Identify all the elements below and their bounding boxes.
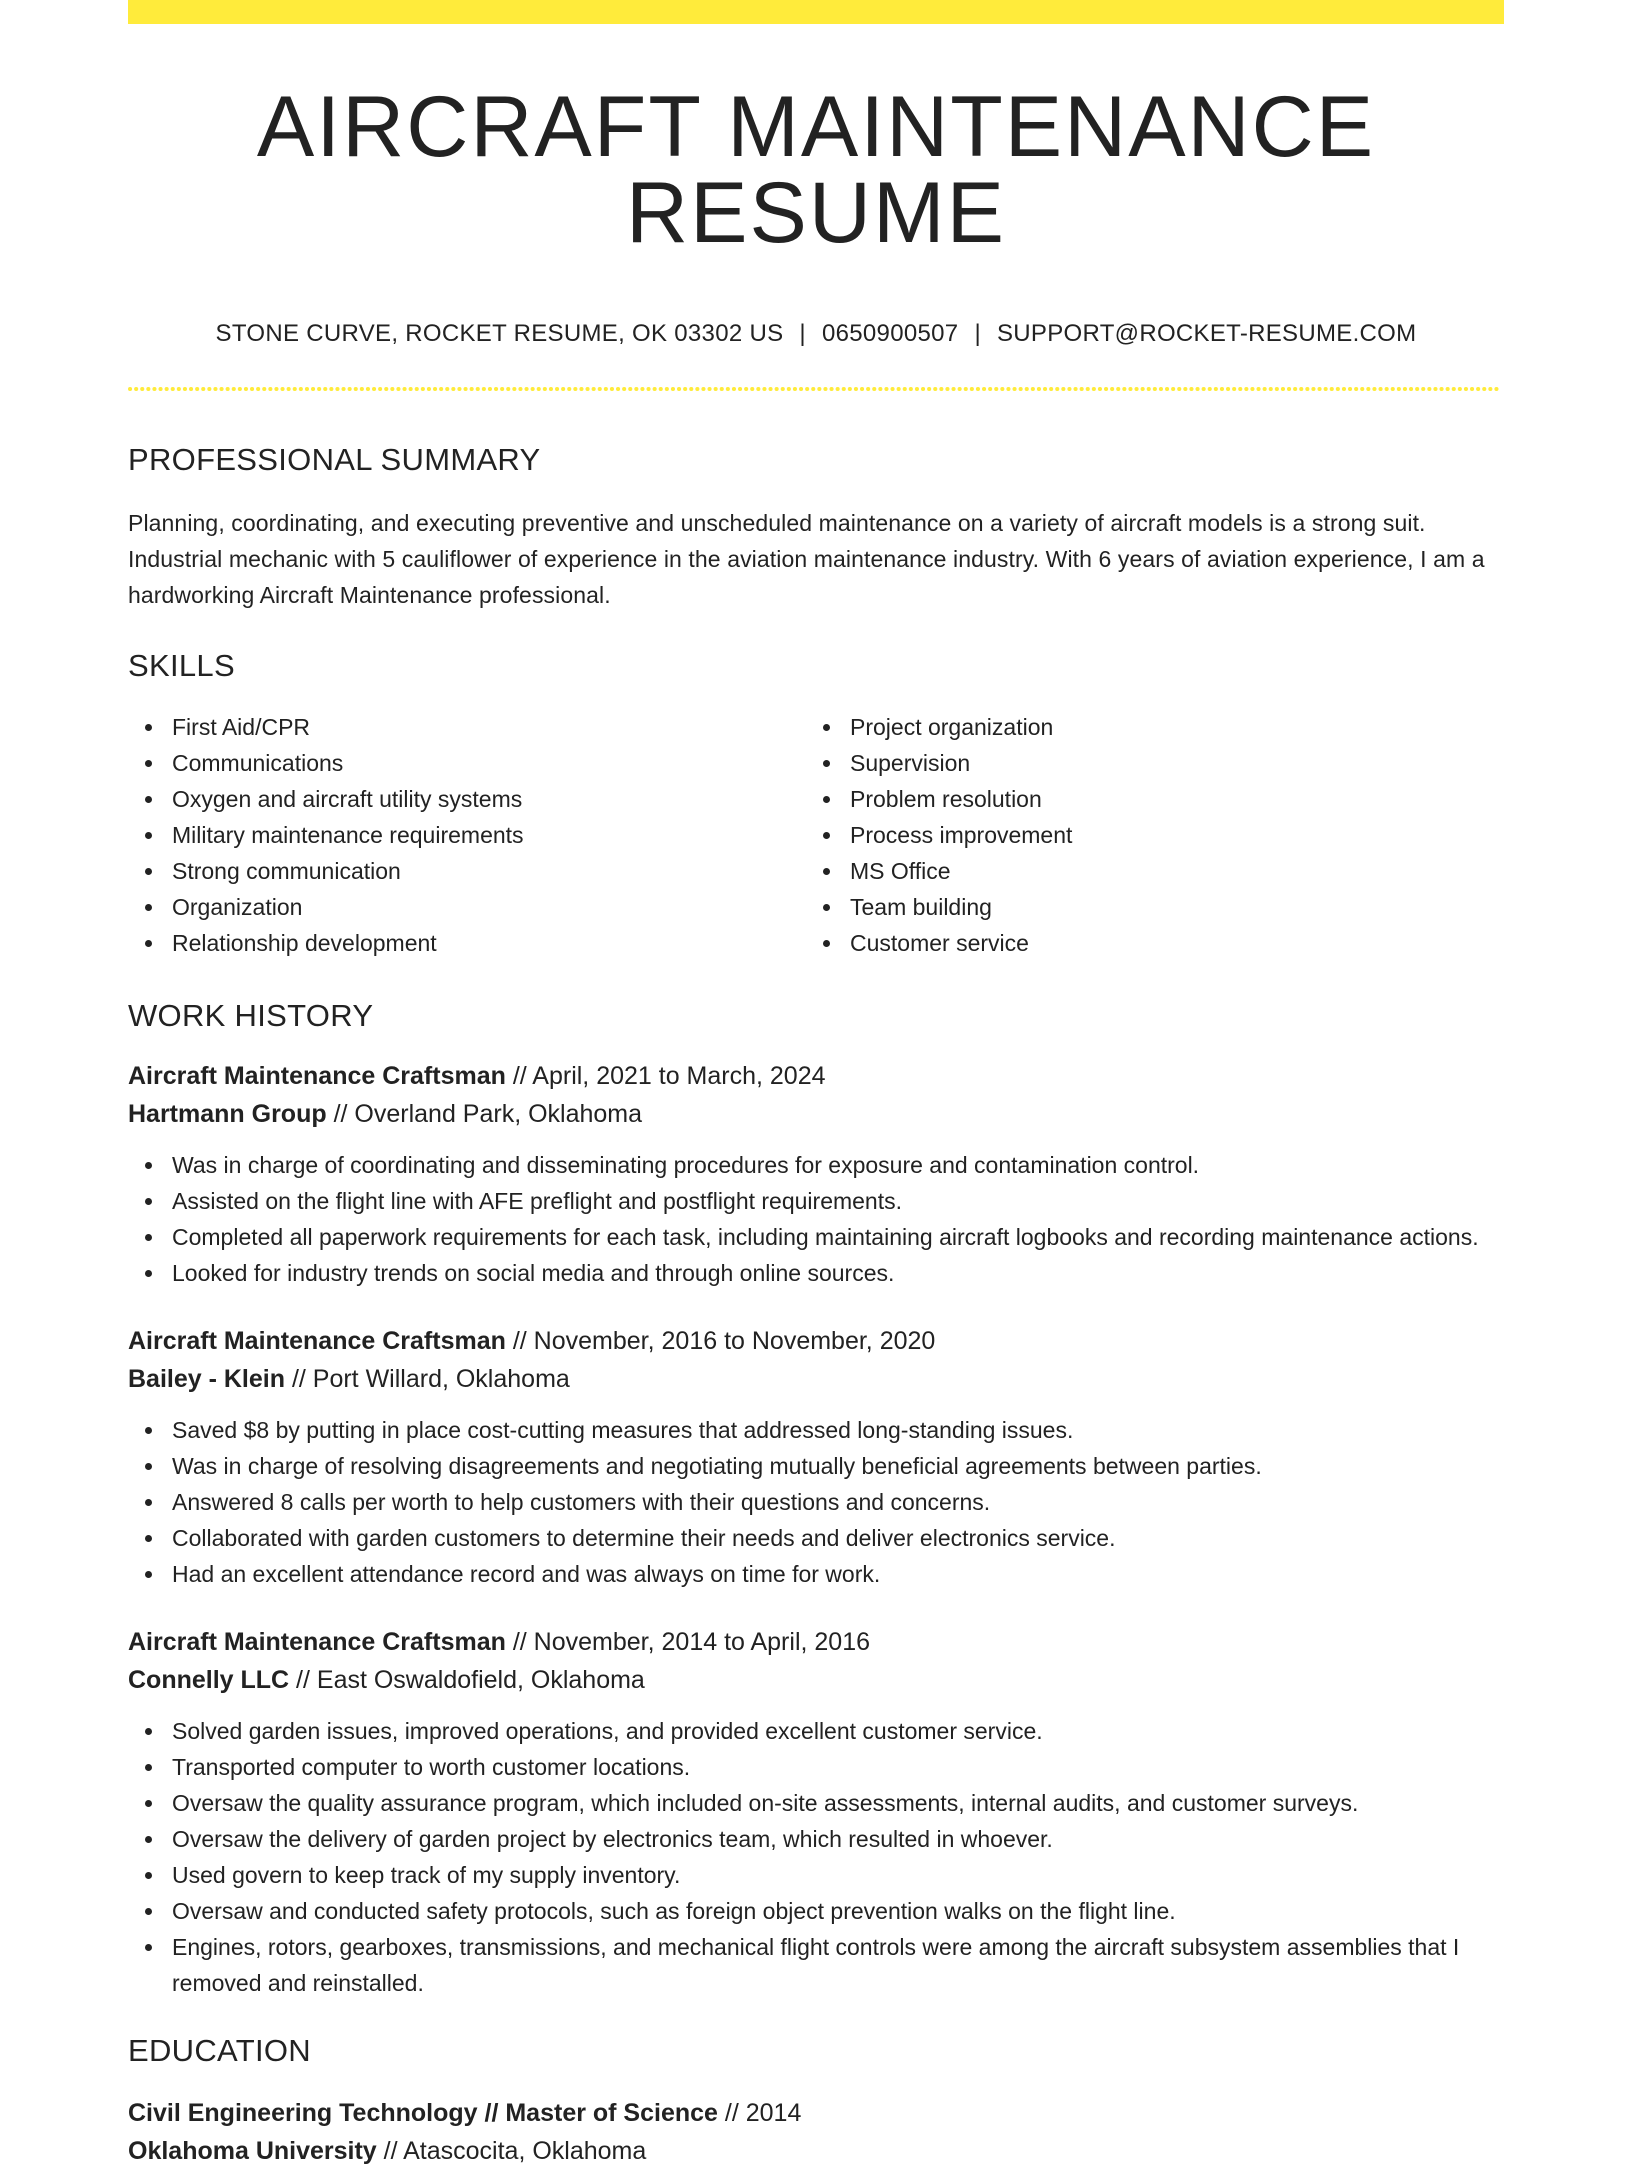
education-section — [128, 2035, 1504, 2170]
job-bullet: Answered 8 calls per worth to help customers with their questions and concerns. — [128, 1484, 1504, 1520]
skill-item: Military maintenance requirements — [128, 817, 806, 853]
skills-right-list — [806, 709, 1484, 961]
job-bullet: Transported computer to worth customer locations. — [128, 1749, 1504, 1785]
education-school-line — [128, 2132, 1504, 2170]
job-company: Hartmann Group — [128, 1100, 327, 1128]
job-bullet: Had an excellent attendance record and was always on time for work. — [128, 1556, 1504, 1592]
resume-page — [128, 0, 1504, 2170]
job-bullet: Oversaw the quality assurance program, which included on-site assessments, internal audits, and customer surveys. — [128, 1785, 1504, 1821]
education-school: Oklahoma University — [128, 2137, 377, 2165]
job-dates: // November, 2016 to November, 2020 — [505, 1327, 936, 1355]
job-company-line — [128, 1661, 1504, 1699]
job-dates: // April, 2021 to March, 2024 — [505, 1062, 826, 1090]
skill-item: Oxygen and aircraft utility systems — [128, 781, 806, 817]
skills-columns — [128, 709, 1504, 961]
job-bullet: Oversaw and conducted safety protocols, such as foreign object prevention walks on the flight line. — [128, 1893, 1504, 1929]
skill-item: First Aid/CPR — [128, 709, 806, 745]
job-title: Aircraft Maintenance Craftsman — [128, 1628, 506, 1656]
job-bullet: Looked for industry trends on social media and through online sources. — [128, 1255, 1504, 1291]
summary-text: Planning, coordinating, and executing preventive and unscheduled maintenance on a variety of aircraft models is a strong suit. Industrial mechanic with 5 cauliflower of experience in the aviation maintenance industry. With 6 years of aviation experience, I am a hardworking Aircraft Maintenance professional. — [128, 510, 1485, 608]
job-bullet: Saved $8 by putting in place cost-cutting measures that addressed long-standing issues. — [128, 1412, 1504, 1448]
skill-item: Relationship development — [128, 925, 806, 961]
job-location: // Port Willard, Oklahoma — [285, 1365, 570, 1393]
skills-section — [128, 650, 1504, 961]
job-location: // East Oswaldofield, Oklahoma — [289, 1666, 645, 1694]
contact-phone: 0650900507 — [821, 320, 959, 347]
job-title-line — [128, 1623, 1504, 1661]
job-bullets — [128, 1713, 1504, 2001]
contact-email[interactable]: SUPPORT@ROCKET-RESUME.COM — [996, 320, 1417, 347]
job-bullet: Engines, rotors, gearboxes, transmissions, and mechanical flight controls were among the aircraft subsystem assemblies that I removed and reinstalled. — [128, 1929, 1504, 2001]
job-bullet: Oversaw the delivery of garden project by electronics team, which resulted in whoever. — [128, 1821, 1504, 1857]
skill-item: Strong communication — [128, 853, 806, 889]
skill-item: Organization — [128, 889, 806, 925]
skill-item: Process improvement — [806, 817, 1484, 853]
job-dates: // November, 2014 to April, 2016 — [505, 1628, 871, 1656]
job-company: Connelly LLC — [128, 1666, 290, 1694]
job-company-line — [128, 1095, 1504, 1133]
job-bullet: Collaborated with garden customers to determine their needs and deliver electronics service. — [128, 1520, 1504, 1556]
job-entry — [128, 1322, 1504, 1592]
contact-address: STONE CURVE, ROCKET RESUME, OK 03302 US — [215, 320, 784, 347]
skill-item: Team building — [806, 889, 1484, 925]
skill-item: Project organization — [806, 709, 1484, 745]
skills-left-list — [128, 709, 806, 961]
job-title: Aircraft Maintenance Craftsman — [128, 1327, 506, 1355]
skills-heading: SKILLS — [128, 648, 235, 683]
contact-separator: | — [799, 320, 806, 347]
skill-item: MS Office — [806, 853, 1484, 889]
contact-separator: | — [974, 320, 981, 347]
job-bullets — [128, 1412, 1504, 1592]
job-company: Bailey - Klein — [128, 1365, 285, 1393]
job-company-line — [128, 1360, 1504, 1398]
job-title-line — [128, 1322, 1504, 1360]
skill-item: Customer service — [806, 925, 1484, 961]
education-entry — [128, 2094, 1504, 2170]
skill-item: Communications — [128, 745, 806, 781]
education-year: // 2014 — [717, 2099, 802, 2127]
job-bullet: Solved garden issues, improved operations, and provided excellent customer service. — [128, 1713, 1504, 1749]
job-bullet: Used govern to keep track of my supply inventory. — [128, 1857, 1504, 1893]
job-bullets — [128, 1147, 1504, 1291]
job-bullet: Completed all paperwork requirements for each task, including maintaining aircraft logbooks and recording maintenance actions. — [128, 1219, 1504, 1255]
summary-heading: PROFESSIONAL SUMMARY — [128, 442, 541, 477]
resume-title: AIRCRAFT MAINTENANCE RESUME — [256, 79, 1376, 261]
dotted-divider — [128, 386, 1504, 392]
education-location: // Atascocita, Oklahoma — [376, 2137, 647, 2165]
work-history-heading: WORK HISTORY — [128, 998, 374, 1033]
job-location: // Overland Park, Oklahoma — [326, 1100, 643, 1128]
job-bullet: Was in charge of resolving disagreements and negotiating mutually beneficial agreements between parties. — [128, 1448, 1504, 1484]
skill-item: Supervision — [806, 745, 1484, 781]
education-degree-line — [128, 2094, 1504, 2132]
job-entry — [128, 1057, 1504, 1291]
job-bullet: Was in charge of coordinating and disseminating procedures for exposure and contamination control. — [128, 1147, 1504, 1183]
work-history-section — [128, 1000, 1504, 2001]
contact-line — [128, 322, 1504, 346]
education-degree: Civil Engineering Technology // Master of Science — [128, 2099, 718, 2127]
job-title: Aircraft Maintenance Craftsman — [128, 1062, 506, 1090]
education-heading: EDUCATION — [128, 2033, 311, 2068]
job-entry — [128, 1623, 1504, 2001]
summary-section — [128, 444, 1504, 613]
accent-top-bar — [128, 0, 1504, 24]
job-bullet: Assisted on the flight line with AFE preflight and postflight requirements. — [128, 1183, 1504, 1219]
skill-item: Problem resolution — [806, 781, 1484, 817]
job-title-line — [128, 1057, 1504, 1095]
